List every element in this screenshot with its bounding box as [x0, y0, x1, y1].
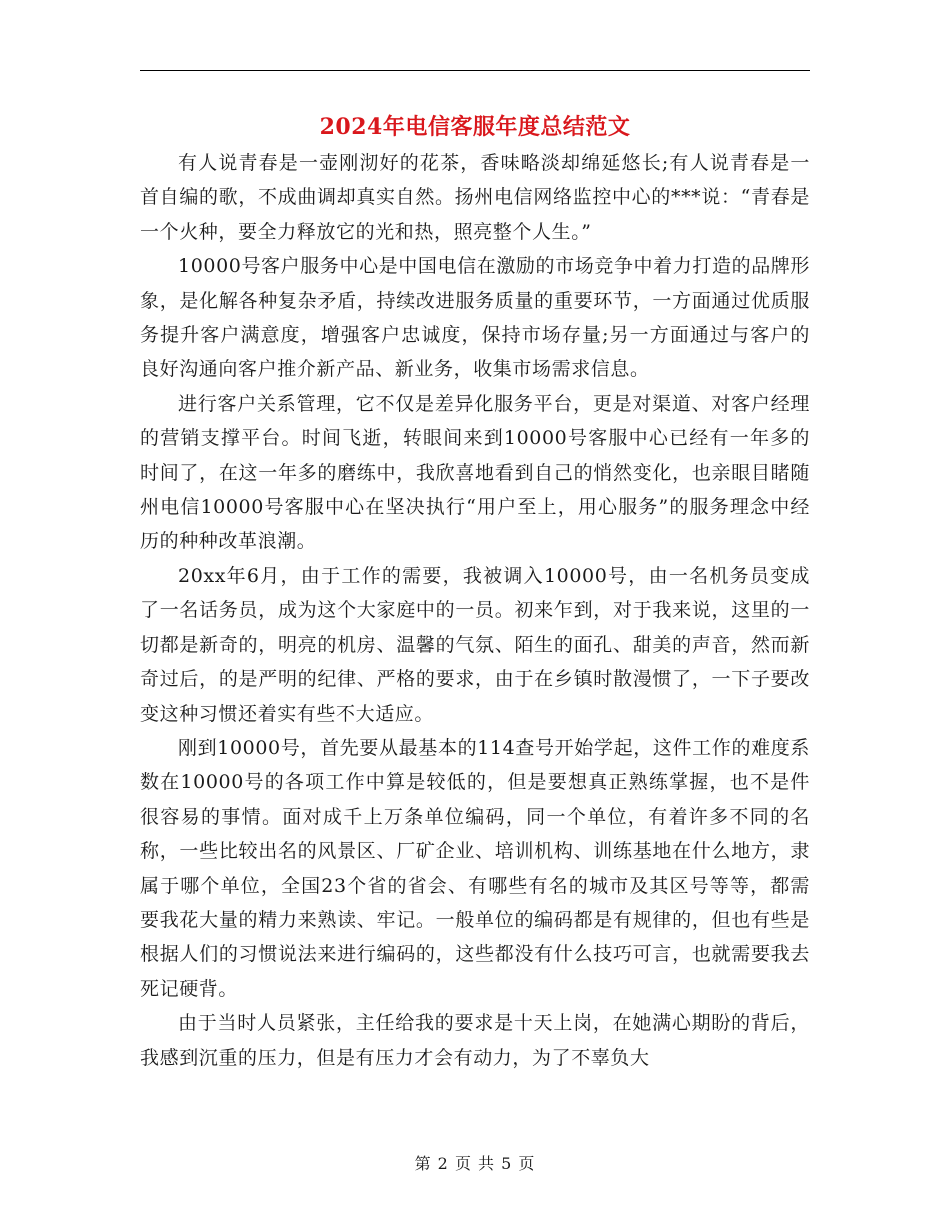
page-title: 2024年电信客服年度总结范文 — [319, 114, 631, 140]
paragraph-3: 进行客户关系管理，它不仅是差异化服务平台，更是对渠道、对客户经理的营销支撑平台。时间飞逝，转眼间来到10000号客服中心已经有一年多的时间了，在这一年多的磨练中，我欣喜地看到自己的悄然变化，也亲眼目睹随州电信10000号客服中心在坚决执行“用户至上，用心服务”的服务理念中经历的种种改革浪潮。 — [140, 392, 810, 553]
paragraph-2: 10000号客户服务中心是中国电信在激励的市场竞争中着力打造的品牌形象，是化解各种复杂矛盾，持续改进服务质量的重要环节，一方面通过优质服务提升客户满意度，增强客户忠诚度，保持市场存量;另一方面通过与客户的良好沟通向客户推介新产品、新业务，收集市场需求信息。 — [140, 255, 810, 381]
paragraph-4: 20xx年6月，由于工作的需要，我被调入10000号，由一名机务员变成了一名话务员，成为这个大家庭中的一员。初来乍到，对于我来说，这里的一切都是新奇的，明亮的机房、温馨的气氛、陌生的面孔、甜美的声音，然而新奇过后，的是严明的纪律、严格的要求，由于在乡镇时散漫惯了，一下子要改变这种习惯还着实有些不大适应。 — [140, 564, 810, 725]
document-body — [140, 146, 810, 1075]
header-rule — [140, 70, 810, 71]
paragraph-5: 刚到10000号，首先要从最基本的114查号开始学起，这件工作的难度系数在10000号的各项工作中算是较低的，但是要想真正熟练掌握，也不是件很容易的事情。面对成千上万条单位编码，同一个单位，有着许多不同的名称，一些比较出名的风景区、厂矿企业、培训机构、训练基地在什么地方，隶属于哪个单位，全国23个省的省会、有哪些有名的城市及其区号等等，都需要我花大量的精力来熟读、牢记。一般单位的编码都是有规律的，但也有些是根据人们的习惯说法来进行编码的，这些都没有什么技巧可言，也就需要我去死记硬背。 — [140, 736, 810, 1000]
paragraph-1: 有人说青春是一壶刚沏好的花茶，香味略淡却绵延悠长;有人说青春是一首自编的歌，不成曲调却真实自然。扬州电信网络监控中心的***说：“青春是一个火种，要全力释放它的光和热，照亮整个人生。” — [140, 152, 810, 243]
page-footer: 第 2 页 共 5 页 — [414, 1154, 536, 1173]
paragraph-6: 由于当时人员紧张，主任给我的要求是十天上岗，在她满心期盼的背后，我感到沉重的压力，但是有压力才会有动力，为了不辜负大 — [140, 1012, 810, 1069]
